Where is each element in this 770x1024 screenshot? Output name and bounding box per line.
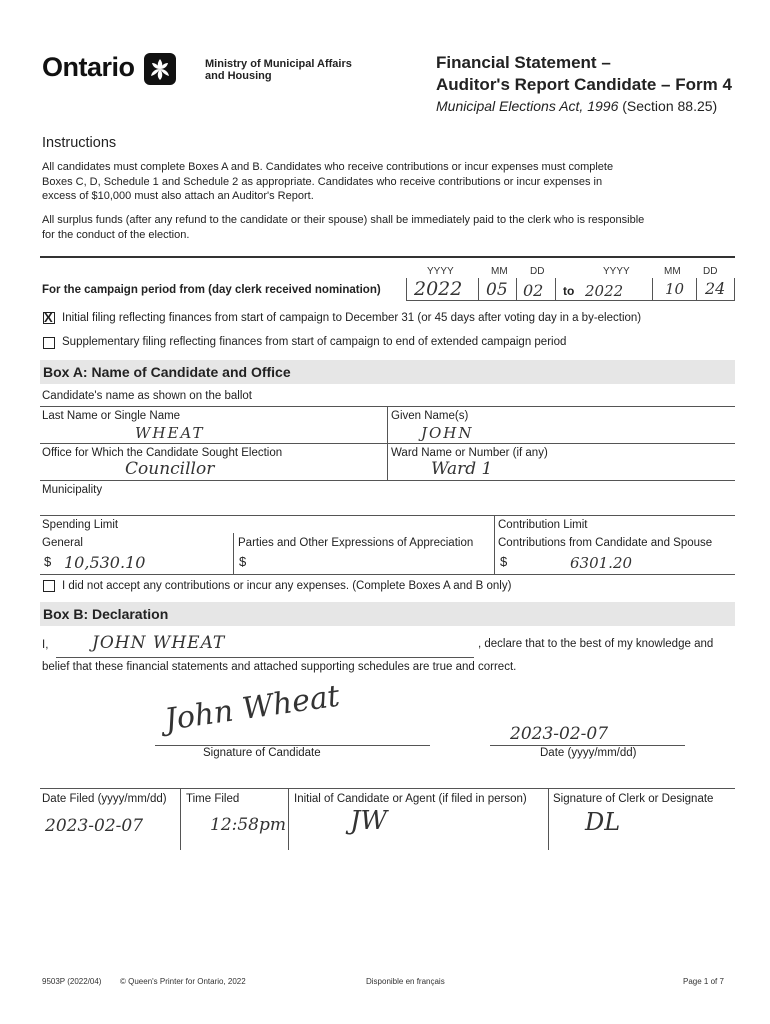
ministry-name: [205, 58, 352, 82]
divider: [548, 788, 549, 850]
campaign-period-label: For the campaign period from (day clerk received nomination): [42, 284, 381, 296]
contribution-limit-label: Contribution Limit: [498, 519, 588, 531]
divider: [40, 480, 735, 481]
act-name: Municipal Elections Act, 1996: [436, 98, 619, 114]
contrib-limit-input[interactable]: 6301.20: [570, 554, 633, 572]
to-day-input[interactable]: 24: [705, 279, 726, 298]
date-sep: [406, 278, 407, 300]
divider: [494, 515, 495, 574]
initial-filing-checkbox[interactable]: [43, 312, 55, 324]
ontario-logo-text: Ontario: [42, 52, 135, 82]
divider: [288, 788, 289, 850]
col-mm-to: MM: [664, 266, 681, 277]
initial-input[interactable]: JW: [350, 806, 388, 836]
date-sep: [734, 278, 735, 300]
divider: [40, 788, 735, 789]
form-subtitle: [436, 98, 717, 114]
col-yyyy-to: YYYY: [603, 266, 630, 277]
initial-filing-label: Initial filing reflecting finances from start of campaign to December 31 (or 45 days after voting day in a by-election): [62, 312, 642, 324]
to-label: to: [563, 284, 575, 298]
clerk-signature-input[interactable]: DL: [585, 808, 621, 836]
declaration-date-input[interactable]: 2023-02-07: [510, 724, 609, 744]
divider: [40, 443, 735, 444]
given-name-label: Given Name(s): [391, 410, 469, 422]
from-month-input[interactable]: 05: [486, 280, 508, 300]
ministry-line-2: and Housing: [205, 70, 272, 82]
form-code: 9503P (2022/04): [42, 977, 102, 986]
clerk-signature-label: Signature of Clerk or Designate: [553, 793, 714, 805]
divider: [40, 515, 735, 516]
page-number: Page 1 of 7: [683, 977, 724, 986]
act-section: (Section 88.25): [622, 98, 718, 114]
last-name-input[interactable]: WHEAT: [135, 424, 205, 442]
office-input[interactable]: Councillor: [125, 459, 215, 479]
contrib-currency: $: [500, 554, 508, 569]
divider: [40, 574, 735, 575]
signature-line: [155, 745, 430, 746]
parties-label: Parties and Other Expressions of Appreciation: [238, 537, 474, 549]
name-underline: [56, 657, 474, 658]
ontario-logo: [42, 52, 176, 88]
form-title-line-1: Financial Statement –: [436, 53, 611, 72]
check-mark: X: [44, 310, 53, 325]
instructions-paragraph-1: All candidates must complete Boxes A and B. Candidates who receive contributions or incur expenses must complete Boxes C, D, Schedule 1 and Schedule 2 as appropriate. Candidates who receive contributions or incur expenses in excess of $10,000 must also attach an Auditor's Report.: [42, 161, 614, 202]
col-mm-from: MM: [491, 266, 508, 277]
initial-label: Initial of Candidate or Agent (if filed in person): [294, 793, 527, 805]
declarant-name-input[interactable]: JOHN WHEAT: [92, 633, 226, 653]
copyright: © Queen's Printer for Ontario, 2022: [120, 977, 246, 986]
date-sep: [696, 278, 697, 300]
contrib-candidate-label: Contributions from Candidate and Spouse: [498, 537, 713, 549]
date-filed-input[interactable]: 2023-02-07: [45, 816, 144, 836]
declaration-text: , declare that to the best of my knowledge and: [478, 638, 714, 650]
general-currency: $: [44, 554, 52, 569]
to-month-input[interactable]: 10: [665, 280, 685, 298]
belief-text: belief that these financial statements and attached supporting schedules are true and correct.: [42, 661, 517, 673]
form-title: [436, 52, 732, 96]
supplementary-filing-checkbox[interactable]: [43, 337, 55, 349]
french-version: Disponible en français: [366, 977, 445, 986]
date-sep: [516, 278, 517, 300]
no-contributions-checkbox[interactable]: [43, 580, 55, 592]
general-label: General: [42, 537, 83, 549]
divider: [233, 533, 234, 574]
ward-input[interactable]: Ward 1: [431, 459, 493, 479]
municipality-input[interactable]: [42, 498, 732, 514]
to-year-input[interactable]: 2022: [585, 282, 624, 300]
spending-limit-label: Spending Limit: [42, 519, 119, 531]
col-dd-from: DD: [530, 266, 545, 277]
instructions-paragraph-2: All surplus funds (after any refund to the candidate or their spouse) shall be immediately paid to the clerk who is responsible for the conduct of the election.: [42, 214, 645, 241]
no-contributions-label: I did not accept any contributions or incur any expenses. (Complete Boxes A and B only): [62, 580, 512, 592]
time-filed-label: Time Filed: [186, 793, 240, 805]
municipality-label: Municipality: [42, 484, 103, 496]
box-b-header: Box B: Declaration: [40, 602, 735, 626]
time-filed-input[interactable]: 12:58pm: [210, 815, 286, 835]
supplementary-filing-label: Supplementary filing reflecting finances from start of campaign to end of extended campaign period: [62, 336, 567, 348]
date-filed-label: Date Filed (yyyy/mm/dd): [42, 793, 167, 805]
from-day-input[interactable]: 02: [523, 281, 544, 300]
form-title-line-2: Auditor's Report Candidate – Form 4: [436, 75, 732, 94]
date-underline: [406, 300, 735, 301]
declaration-i-label: I,: [42, 639, 49, 651]
ballot-name-label: Candidate's name as shown on the ballot: [42, 390, 252, 402]
date-sep: [652, 278, 653, 300]
given-name-input[interactable]: JOHN: [421, 424, 474, 442]
col-dd-to: DD: [703, 266, 718, 277]
box-a-header: Box A: Name of Candidate and Office: [40, 360, 735, 384]
col-yyyy-from: YYYY: [427, 266, 454, 277]
ministry-line-1: Ministry of Municipal Affairs: [205, 58, 352, 70]
last-name-label: Last Name or Single Name: [42, 410, 181, 422]
candidate-signature[interactable]: John Wheat: [162, 678, 342, 738]
divider: [180, 788, 181, 850]
date-sep: [478, 278, 479, 300]
date-label: Date (yyyy/mm/dd): [540, 747, 637, 759]
divider: [40, 256, 735, 258]
ward-label: Ward Name or Number (if any): [391, 447, 548, 459]
general-limit-input[interactable]: 10,530.10: [64, 553, 146, 572]
date-sep: [555, 278, 556, 300]
parties-currency: $: [239, 554, 247, 569]
instructions-heading: Instructions: [42, 135, 117, 151]
date-line: [490, 745, 685, 746]
trillium-icon: [144, 53, 176, 90]
office-label: Office for Which the Candidate Sought Election: [42, 447, 283, 459]
from-year-input[interactable]: 2022: [414, 278, 463, 300]
signature-label: Signature of Candidate: [203, 747, 321, 759]
